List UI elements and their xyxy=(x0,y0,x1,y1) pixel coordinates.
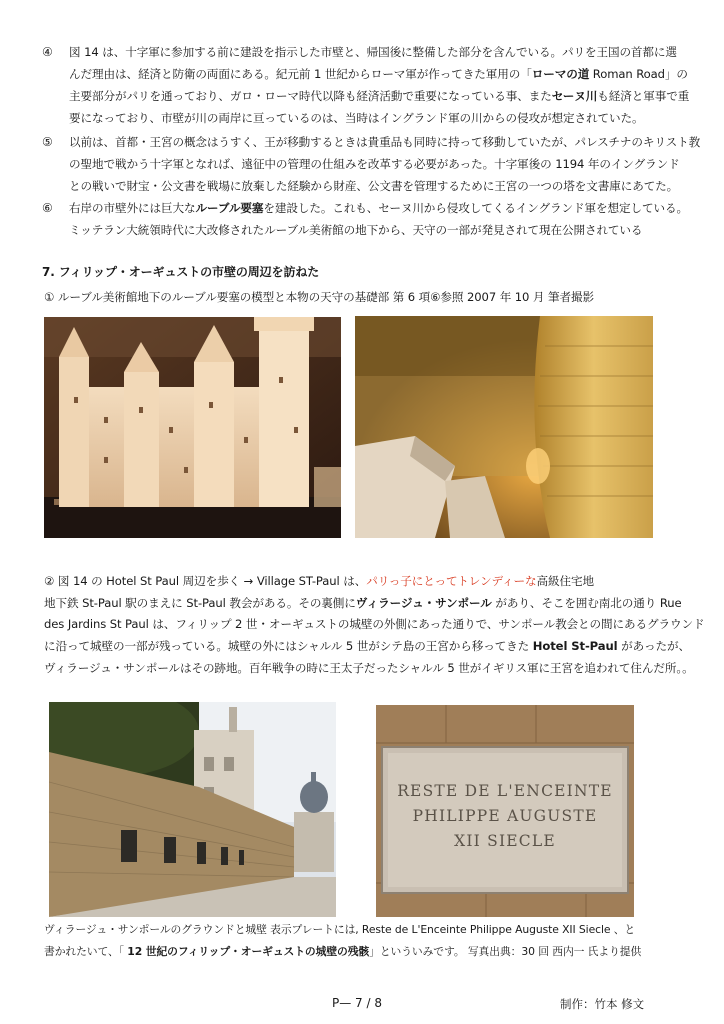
text-segment: ② 図 14 の Hotel St Paul 周辺を歩く → Village ST-Paul は、 xyxy=(44,574,367,588)
village-st-paul-wall-photo xyxy=(49,702,336,917)
text-segment: との戦いで財宝・公文書を戦場に放棄した経験から財産、公文書を管理するために王宮の一つの塔を文書庫にあてた。 xyxy=(69,179,679,193)
caption-text: 書かれたいて、「 xyxy=(44,945,128,958)
item-2-line xyxy=(44,614,704,634)
item-2-line xyxy=(44,658,694,678)
caption-text: 」といういみです。 写真出典：30 回 西内一 氏より提供 xyxy=(369,945,642,958)
text-segment: des Jardins St Paul は、フィリップ 2 世・オーギュストの城壁の外側にあった通りで、サンポール教会との間にあるグラウンド xyxy=(44,617,705,631)
caption-bold-text: 12 世紀のフィリップ・オーギュストの城壁の残骸 xyxy=(127,945,370,958)
bold-text: ローマの道 xyxy=(531,67,590,81)
list-item-line xyxy=(69,132,700,152)
text-segment: 以前は、首都・王宮の概念はうすく、王が移動するときは貴重品も同時に持って移動していたが、パレスチナのキリスト教 xyxy=(69,135,701,149)
louvre-fortress-model-photo xyxy=(44,317,341,538)
text-segment: んだ理由は、経済と防衛の両面にある。紀元前 1 世紀からローマ軍が作ってきた軍用の「 xyxy=(69,67,532,81)
text-segment: の聖地で戦かう十字軍となれば、遠征中の管理の仕組みを改革する必要があった。十字軍後の 1194 年のイングランド xyxy=(69,157,680,171)
text-segment: に沿って城壁の一部が残っている。城壁の外にはシャルル 5 世がシテ島の王宮から移ってきた xyxy=(44,639,533,653)
bold-text: ヴィラージュ・サンポール xyxy=(355,596,492,610)
item-2-line xyxy=(44,571,594,591)
section-heading: 7. フィリップ・オーギュストの市壁の周辺を訪ねた xyxy=(42,265,320,279)
plaque-line-1: RESTE DE L'ENCEINTE xyxy=(397,782,613,800)
text-segment: Roman Road」の xyxy=(589,67,688,81)
list-marker: ⑤ xyxy=(42,135,53,149)
author-credit: 制作：竹本 修文 xyxy=(560,997,645,1011)
highlight-text: パリっ子にとってトレンディーな xyxy=(366,574,537,588)
plaque-line-2: PHILIPPE AUGUSTE xyxy=(412,807,598,825)
plaque-line-3: XII SIECLE xyxy=(454,832,556,850)
text-segment: があり、そこを囲む南北の通り Rue xyxy=(491,596,682,610)
list-marker: ⑥ xyxy=(42,201,53,215)
bold-text: ルーブル要塞 xyxy=(195,201,264,215)
list-item-line xyxy=(69,108,643,128)
bold-text: セーヌ川 xyxy=(551,89,598,103)
photo-caption-line-2 xyxy=(44,942,641,962)
list-item-line xyxy=(69,154,680,174)
list-item-line xyxy=(69,42,677,62)
text-segment: 右岸の市壁外には巨大な xyxy=(69,201,196,215)
item-2-line xyxy=(44,593,682,613)
text-segment: 地下鉄 St-Paul 駅のまえに St-Paul 教会がある。その裏側に xyxy=(44,596,356,610)
text-segment: 主要部分がパリを通っており、ガロ・ローマ時代以降も経済活動で重要になっている事、また xyxy=(69,89,552,103)
text-segment: 高級住宅地 xyxy=(536,574,594,588)
list-marker: ④ xyxy=(42,45,53,59)
list-item-line xyxy=(69,198,688,218)
list-item-line xyxy=(69,64,688,84)
list-item-line xyxy=(69,86,689,106)
list-item-line xyxy=(69,176,678,196)
photo-caption-line-1: ヴィラージュ・サンポールのグラウンドと城壁 表示プレートには, Reste de L'Enceinte Philippe Auguste XII Siecle 、と xyxy=(44,923,636,936)
text-segment: があったが、 xyxy=(617,639,690,653)
section-item-1: ① ルーブル美術館地下のルーブル要塞の模型と本物の天守の基礎部 第 6 項⑥参照 2007 年 10 月 筆者撮影 xyxy=(44,290,594,304)
bold-text: Hotel St-Paul xyxy=(532,639,618,653)
text-segment: も経済と軍事で重 xyxy=(597,89,690,103)
text-segment: を建設した。これも、セーヌ川から侵攻してくるイングランド軍を想定している。 xyxy=(263,201,688,215)
text-segment: 図 14 は、十字軍に参加する前に建設を指示した市壁と、帰国後に整備した部分を含んでいる。パリを王国の首都に選 xyxy=(69,45,677,59)
list-item-line xyxy=(69,220,642,240)
item-2-line xyxy=(44,636,690,656)
page-number: P— 7 / 8 xyxy=(332,996,382,1010)
text-segment: ミッテラン大統領時代に大改修されたルーブル美術館の地下から、天守の一部が発見されて現在公開されている xyxy=(69,223,643,237)
enceinte-plaque-photo xyxy=(376,705,634,917)
keep-foundation-photo xyxy=(355,316,653,538)
text-segment: 要になっており、市壁が川の両岸に亘っているのは、当時はイングランド軍の川からの侵攻が想定されていた。 xyxy=(69,111,644,125)
text-segment: ヴィラージュ・サンポールはその跡地。百年戦争の時に王太子だったシャルル 5 世がイギリス軍に王宮を追われて住んだ所。。 xyxy=(44,661,694,675)
